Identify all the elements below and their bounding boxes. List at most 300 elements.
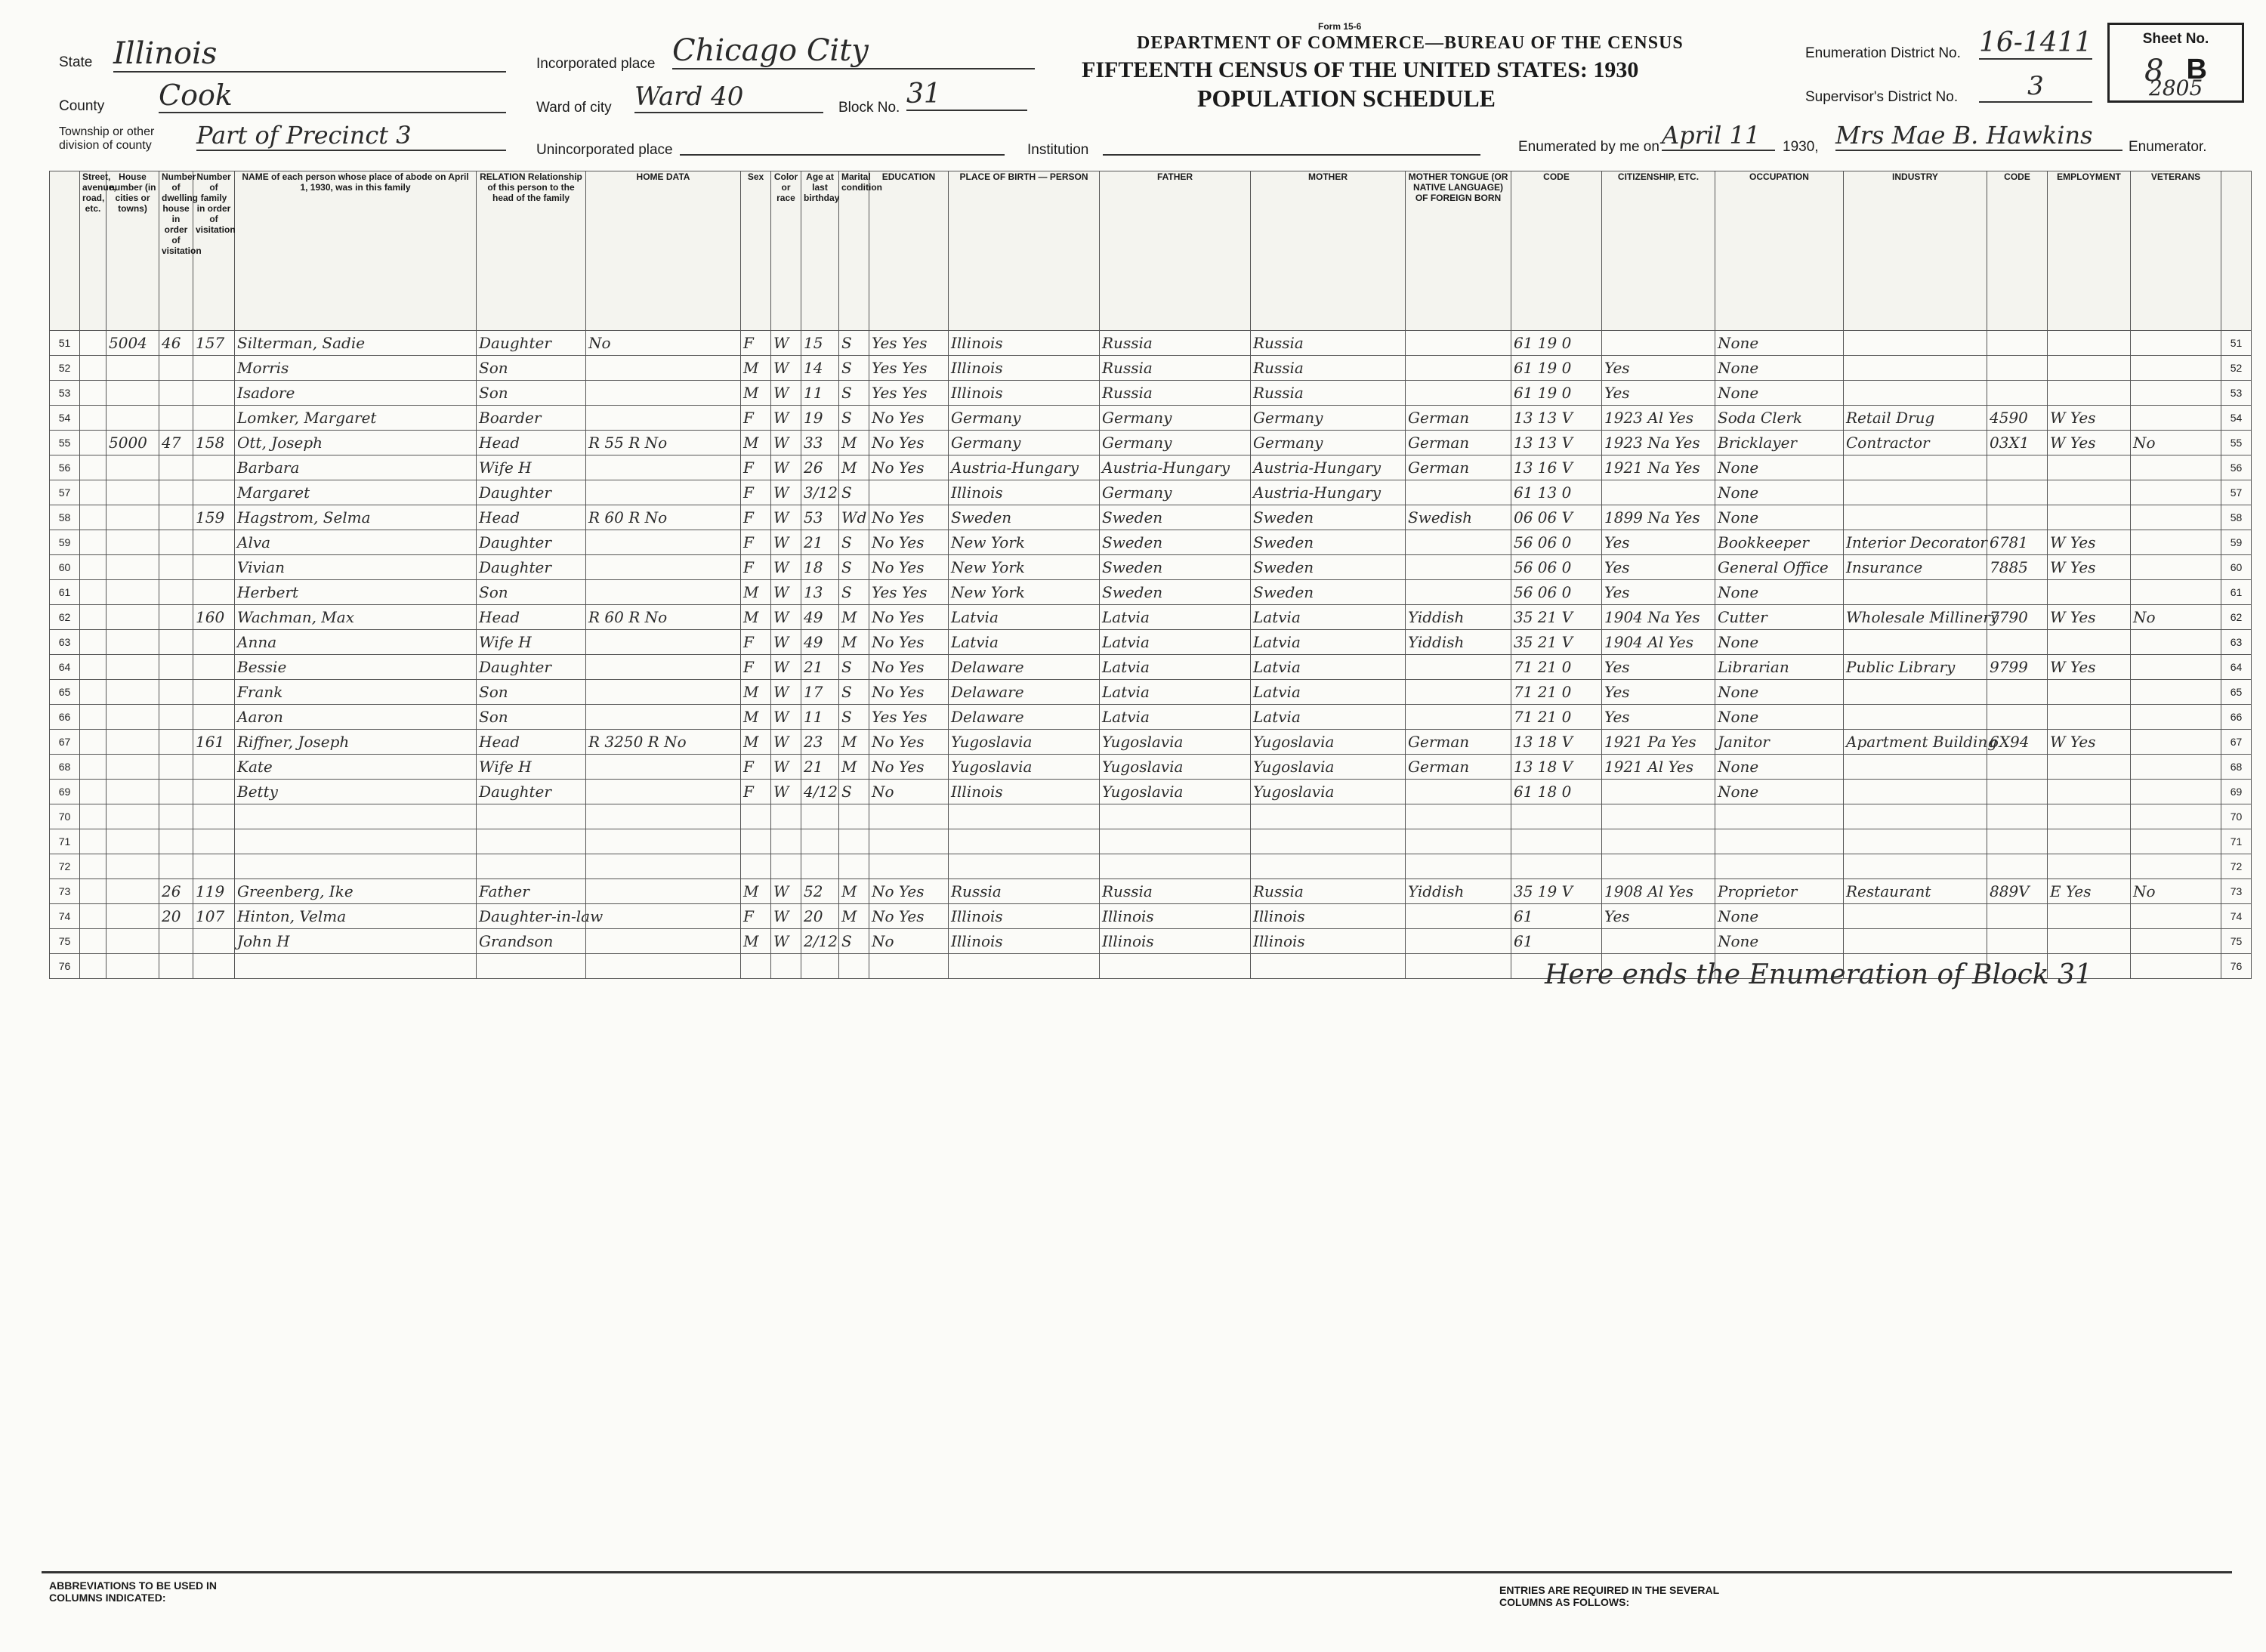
cell-father[interactable]: Sweden [1100, 555, 1251, 580]
cell-employment[interactable] [2048, 755, 2131, 780]
cell-dwelling[interactable] [159, 854, 193, 879]
cell-family[interactable] [193, 804, 235, 829]
cell-relation[interactable]: Daughter [477, 655, 586, 680]
cell-father[interactable]: Illinois [1100, 904, 1251, 929]
cell-tongue[interactable] [1406, 780, 1511, 804]
cell-name[interactable]: Ott, Joseph [235, 431, 477, 455]
cell-occupation[interactable]: None [1715, 780, 1844, 804]
cell-ind-code[interactable] [1987, 829, 2048, 854]
cell-race[interactable]: W [771, 530, 801, 555]
cell-industry[interactable]: Wholesale Millinery [1844, 605, 1987, 630]
cell-industry[interactable] [1844, 755, 1987, 780]
cell-person[interactable]: New York [949, 580, 1100, 605]
cell-family[interactable]: 161 [193, 730, 235, 755]
cell-veterans[interactable] [2131, 655, 2221, 680]
enumerated-date[interactable]: April 11 [1662, 121, 1775, 151]
cell-sex[interactable]: F [741, 655, 771, 680]
cell-citizenship[interactable]: Yes [1602, 904, 1715, 929]
cell-dwelling[interactable] [159, 804, 193, 829]
cell-employment[interactable] [2048, 331, 2131, 356]
cell-veterans[interactable] [2131, 680, 2221, 705]
cell-name[interactable] [235, 804, 477, 829]
cell-name[interactable]: Riffner, Joseph [235, 730, 477, 755]
cell-education[interactable]: No Yes [869, 406, 949, 431]
cell-home[interactable]: R 55 R No [586, 431, 741, 455]
cell-tongue[interactable] [1406, 381, 1511, 406]
cell-education[interactable]: Yes Yes [869, 356, 949, 381]
cell-street[interactable] [80, 854, 107, 879]
cell-home[interactable] [586, 655, 741, 680]
cell-race[interactable]: W [771, 406, 801, 431]
cell-person[interactable] [949, 829, 1100, 854]
cell-home[interactable] [586, 854, 741, 879]
cell-father[interactable]: Yugoslavia [1100, 755, 1251, 780]
unincorporated-field[interactable] [680, 150, 1005, 156]
cell-dwelling[interactable] [159, 954, 193, 979]
cell-mother[interactable]: Russia [1251, 879, 1406, 904]
cell-sex[interactable]: M [741, 680, 771, 705]
cell-father[interactable]: Germany [1100, 480, 1251, 505]
cell-education[interactable]: Yes Yes [869, 331, 949, 356]
cell-marital[interactable]: M [839, 755, 869, 780]
cell-house[interactable] [107, 780, 159, 804]
cell-family[interactable] [193, 480, 235, 505]
cell-dwelling[interactable] [159, 505, 193, 530]
cell-education[interactable] [869, 480, 949, 505]
cell-code[interactable] [1511, 854, 1602, 879]
cell-mother[interactable]: Latvia [1251, 705, 1406, 730]
cell-sex[interactable]: F [741, 331, 771, 356]
cell-tongue[interactable] [1406, 331, 1511, 356]
cell-person[interactable]: Illinois [949, 480, 1100, 505]
cell-sex[interactable]: F [741, 530, 771, 555]
cell-citizenship[interactable]: 1908 Al Yes [1602, 879, 1715, 904]
cell-family[interactable]: 157 [193, 331, 235, 356]
cell-sex[interactable]: M [741, 356, 771, 381]
cell-family[interactable] [193, 705, 235, 730]
cell-street[interactable] [80, 730, 107, 755]
cell-employment[interactable] [2048, 804, 2131, 829]
cell-ind-code[interactable]: 6781 [1987, 530, 2048, 555]
cell-mother[interactable]: Germany [1251, 431, 1406, 455]
cell-race[interactable]: W [771, 755, 801, 780]
cell-relation[interactable]: Father [477, 879, 586, 904]
cell-name[interactable]: Aaron [235, 705, 477, 730]
cell-occupation[interactable]: None [1715, 630, 1844, 655]
cell-street[interactable] [80, 381, 107, 406]
cell-industry[interactable] [1844, 580, 1987, 605]
cell-tongue[interactable]: German [1406, 431, 1511, 455]
sheet-number[interactable]: 8 [2144, 54, 2164, 88]
cell-house[interactable] [107, 530, 159, 555]
cell-occupation[interactable]: None [1715, 331, 1844, 356]
cell-person[interactable]: Illinois [949, 381, 1100, 406]
cell-mother[interactable]: Yugoslavia [1251, 730, 1406, 755]
cell-mother[interactable] [1251, 954, 1406, 979]
cell-education[interactable]: Yes Yes [869, 705, 949, 730]
cell-ind-code[interactable]: 03X1 [1987, 431, 2048, 455]
cell-mother[interactable]: Yugoslavia [1251, 780, 1406, 804]
cell-tongue[interactable] [1406, 530, 1511, 555]
cell-name[interactable]: Alva [235, 530, 477, 555]
cell-name[interactable]: John H [235, 929, 477, 954]
cell-name[interactable]: Barbara [235, 455, 477, 480]
cell-education[interactable]: No Yes [869, 455, 949, 480]
cell-employment[interactable] [2048, 829, 2131, 854]
cell-name[interactable]: Hagstrom, Selma [235, 505, 477, 530]
cell-employment[interactable]: E Yes [2048, 879, 2131, 904]
cell-home[interactable] [586, 381, 741, 406]
cell-code[interactable]: 71 21 0 [1511, 680, 1602, 705]
cell-employment[interactable] [2048, 680, 2131, 705]
cell-person[interactable] [949, 954, 1100, 979]
cell-street[interactable] [80, 530, 107, 555]
cell-dwelling[interactable]: 47 [159, 431, 193, 455]
cell-father[interactable]: Austria-Hungary [1100, 455, 1251, 480]
cell-tongue[interactable]: German [1406, 755, 1511, 780]
cell-family[interactable] [193, 829, 235, 854]
cell-father[interactable]: Illinois [1100, 929, 1251, 954]
cell-relation[interactable]: Head [477, 605, 586, 630]
cell-citizenship[interactable]: Yes [1602, 655, 1715, 680]
cell-age[interactable]: 11 [801, 705, 839, 730]
cell-employment[interactable] [2048, 381, 2131, 406]
cell-name[interactable]: Betty [235, 780, 477, 804]
cell-mother[interactable]: Illinois [1251, 904, 1406, 929]
cell-veterans[interactable] [2131, 804, 2221, 829]
cell-relation[interactable]: Daughter-in-law [477, 904, 586, 929]
cell-tongue[interactable]: German [1406, 406, 1511, 431]
cell-home[interactable] [586, 829, 741, 854]
cell-name[interactable]: Vivian [235, 555, 477, 580]
cell-employment[interactable]: W Yes [2048, 655, 2131, 680]
cell-mother[interactable]: Germany [1251, 406, 1406, 431]
cell-house[interactable] [107, 680, 159, 705]
township-field[interactable]: Part of Precinct 3 [196, 121, 506, 151]
cell-home[interactable]: R 3250 R No [586, 730, 741, 755]
cell-occupation[interactable]: None [1715, 680, 1844, 705]
cell-sex[interactable]: M [741, 580, 771, 605]
cell-education[interactable]: No Yes [869, 680, 949, 705]
cell-family[interactable] [193, 406, 235, 431]
cell-father[interactable] [1100, 804, 1251, 829]
cell-dwelling[interactable] [159, 455, 193, 480]
cell-ind-code[interactable]: 889V [1987, 879, 2048, 904]
cell-marital[interactable]: S [839, 381, 869, 406]
cell-veterans[interactable]: No [2131, 431, 2221, 455]
cell-age[interactable] [801, 804, 839, 829]
cell-veterans[interactable] [2131, 505, 2221, 530]
cell-sex[interactable]: M [741, 705, 771, 730]
cell-relation[interactable]: Daughter [477, 480, 586, 505]
institution-field[interactable] [1103, 150, 1480, 156]
cell-tongue[interactable] [1406, 356, 1511, 381]
cell-race[interactable]: W [771, 655, 801, 680]
cell-dwelling[interactable] [159, 705, 193, 730]
cell-citizenship[interactable]: 1899 Na Yes [1602, 505, 1715, 530]
cell-education[interactable]: No Yes [869, 879, 949, 904]
cell-marital[interactable] [839, 804, 869, 829]
cell-citizenship[interactable] [1602, 804, 1715, 829]
cell-citizenship[interactable] [1602, 780, 1715, 804]
cell-street[interactable] [80, 630, 107, 655]
cell-dwelling[interactable] [159, 580, 193, 605]
cell-marital[interactable]: M [839, 455, 869, 480]
cell-street[interactable] [80, 705, 107, 730]
cell-marital[interactable]: S [839, 356, 869, 381]
supervisor-district-field[interactable]: 3 [1979, 71, 2092, 103]
cell-person[interactable]: New York [949, 530, 1100, 555]
cell-marital[interactable]: S [839, 530, 869, 555]
cell-street[interactable] [80, 331, 107, 356]
cell-code[interactable]: 56 06 0 [1511, 555, 1602, 580]
cell-veterans[interactable]: No [2131, 605, 2221, 630]
cell-veterans[interactable] [2131, 406, 2221, 431]
cell-code[interactable]: 61 19 0 [1511, 381, 1602, 406]
cell-race[interactable] [771, 829, 801, 854]
cell-occupation[interactable]: Soda Clerk [1715, 406, 1844, 431]
cell-house[interactable] [107, 580, 159, 605]
cell-occupation[interactable]: None [1715, 929, 1844, 954]
cell-age[interactable] [801, 829, 839, 854]
cell-employment[interactable]: W Yes [2048, 605, 2131, 630]
cell-marital[interactable] [839, 854, 869, 879]
cell-industry[interactable]: Public Library [1844, 655, 1987, 680]
cell-relation[interactable]: Head [477, 505, 586, 530]
cell-sex[interactable]: F [741, 406, 771, 431]
cell-marital[interactable]: S [839, 929, 869, 954]
cell-education[interactable]: Yes Yes [869, 580, 949, 605]
cell-marital[interactable]: S [839, 480, 869, 505]
cell-dwelling[interactable] [159, 829, 193, 854]
cell-house[interactable] [107, 829, 159, 854]
cell-family[interactable] [193, 356, 235, 381]
cell-veterans[interactable] [2131, 480, 2221, 505]
cell-marital[interactable]: S [839, 705, 869, 730]
cell-industry[interactable]: Apartment Building [1844, 730, 1987, 755]
cell-mother[interactable] [1251, 829, 1406, 854]
cell-occupation[interactable]: None [1715, 580, 1844, 605]
cell-education[interactable]: No Yes [869, 605, 949, 630]
block-field[interactable]: 31 [906, 79, 1027, 111]
cell-family[interactable] [193, 630, 235, 655]
cell-industry[interactable] [1844, 331, 1987, 356]
cell-employment[interactable] [2048, 705, 2131, 730]
cell-citizenship[interactable]: Yes [1602, 580, 1715, 605]
cell-name[interactable] [235, 829, 477, 854]
cell-veterans[interactable] [2131, 580, 2221, 605]
cell-street[interactable] [80, 580, 107, 605]
cell-sex[interactable]: F [741, 505, 771, 530]
cell-industry[interactable] [1844, 705, 1987, 730]
cell-tongue[interactable] [1406, 954, 1511, 979]
cell-age[interactable]: 26 [801, 455, 839, 480]
cell-age[interactable]: 15 [801, 331, 839, 356]
cell-street[interactable] [80, 505, 107, 530]
cell-citizenship[interactable] [1602, 480, 1715, 505]
cell-name[interactable]: Greenberg, Ike [235, 879, 477, 904]
cell-citizenship[interactable]: 1921 Na Yes [1602, 455, 1715, 480]
cell-occupation[interactable]: Bricklayer [1715, 431, 1844, 455]
cell-age[interactable]: 21 [801, 530, 839, 555]
cell-race[interactable] [771, 804, 801, 829]
cell-age[interactable]: 52 [801, 879, 839, 904]
cell-education[interactable] [869, 954, 949, 979]
cell-relation[interactable]: Son [477, 580, 586, 605]
cell-house[interactable] [107, 381, 159, 406]
cell-race[interactable]: W [771, 879, 801, 904]
cell-citizenship[interactable] [1602, 929, 1715, 954]
cell-ind-code[interactable] [1987, 854, 2048, 879]
cell-age[interactable]: 17 [801, 680, 839, 705]
cell-name[interactable]: Margaret [235, 480, 477, 505]
cell-code[interactable]: 56 06 0 [1511, 530, 1602, 555]
cell-age[interactable] [801, 854, 839, 879]
cell-race[interactable]: W [771, 505, 801, 530]
cell-family[interactable] [193, 555, 235, 580]
cell-home[interactable] [586, 954, 741, 979]
cell-dwelling[interactable] [159, 605, 193, 630]
cell-father[interactable] [1100, 954, 1251, 979]
cell-tongue[interactable] [1406, 655, 1511, 680]
cell-dwelling[interactable] [159, 780, 193, 804]
cell-marital[interactable]: S [839, 580, 869, 605]
cell-name[interactable]: Silterman, Sadie [235, 331, 477, 356]
cell-name[interactable]: Lomker, Margaret [235, 406, 477, 431]
cell-marital[interactable]: S [839, 680, 869, 705]
cell-age[interactable]: 3/12 [801, 480, 839, 505]
cell-family[interactable]: 119 [193, 879, 235, 904]
cell-person[interactable]: Austria-Hungary [949, 455, 1100, 480]
cell-dwelling[interactable] [159, 630, 193, 655]
cell-ind-code[interactable] [1987, 381, 2048, 406]
cell-home[interactable] [586, 680, 741, 705]
cell-ind-code[interactable] [1987, 480, 2048, 505]
cell-home[interactable]: R 60 R No [586, 505, 741, 530]
cell-ind-code[interactable] [1987, 904, 2048, 929]
cell-name[interactable]: Kate [235, 755, 477, 780]
cell-race[interactable] [771, 854, 801, 879]
cell-veterans[interactable] [2131, 356, 2221, 381]
cell-age[interactable]: 2/12 [801, 929, 839, 954]
cell-person[interactable]: Latvia [949, 605, 1100, 630]
cell-home[interactable] [586, 755, 741, 780]
cell-veterans[interactable] [2131, 829, 2221, 854]
cell-education[interactable]: No Yes [869, 730, 949, 755]
cell-name[interactable]: Bessie [235, 655, 477, 680]
cell-code[interactable]: 35 21 V [1511, 630, 1602, 655]
cell-education[interactable]: No Yes [869, 505, 949, 530]
cell-dwelling[interactable]: 26 [159, 879, 193, 904]
cell-street[interactable] [80, 555, 107, 580]
cell-sex[interactable] [741, 854, 771, 879]
cell-ind-code[interactable] [1987, 505, 2048, 530]
cell-education[interactable]: No [869, 780, 949, 804]
cell-family[interactable] [193, 455, 235, 480]
cell-ind-code[interactable] [1987, 356, 2048, 381]
enumeration-district-field[interactable]: 16-1411 [1979, 27, 2092, 58]
cell-tongue[interactable] [1406, 555, 1511, 580]
cell-relation[interactable]: Son [477, 705, 586, 730]
cell-house[interactable] [107, 555, 159, 580]
cell-industry[interactable] [1844, 630, 1987, 655]
cell-tongue[interactable]: Yiddish [1406, 605, 1511, 630]
cell-person[interactable]: Delaware [949, 680, 1100, 705]
cell-employment[interactable] [2048, 904, 2131, 929]
cell-citizenship[interactable]: Yes [1602, 381, 1715, 406]
cell-occupation[interactable]: None [1715, 356, 1844, 381]
cell-house[interactable] [107, 879, 159, 904]
cell-industry[interactable] [1844, 804, 1987, 829]
cell-street[interactable] [80, 655, 107, 680]
cell-tongue[interactable] [1406, 804, 1511, 829]
cell-dwelling[interactable] [159, 530, 193, 555]
cell-home[interactable] [586, 580, 741, 605]
cell-age[interactable]: 49 [801, 605, 839, 630]
cell-street[interactable] [80, 929, 107, 954]
cell-father[interactable]: Latvia [1100, 680, 1251, 705]
cell-family[interactable] [193, 580, 235, 605]
cell-race[interactable]: W [771, 580, 801, 605]
cell-street[interactable] [80, 455, 107, 480]
cell-occupation[interactable]: None [1715, 381, 1844, 406]
cell-citizenship[interactable]: Yes [1602, 680, 1715, 705]
cell-occupation[interactable] [1715, 804, 1844, 829]
cell-dwelling[interactable] [159, 555, 193, 580]
cell-tongue[interactable]: Swedish [1406, 505, 1511, 530]
cell-marital[interactable]: S [839, 655, 869, 680]
cell-citizenship[interactable]: 1921 Pa Yes [1602, 730, 1715, 755]
cell-relation[interactable]: Head [477, 730, 586, 755]
cell-dwelling[interactable] [159, 730, 193, 755]
cell-veterans[interactable] [2131, 780, 2221, 804]
cell-veterans[interactable] [2131, 705, 2221, 730]
cell-father[interactable] [1100, 854, 1251, 879]
cell-father[interactable]: Latvia [1100, 630, 1251, 655]
cell-age[interactable]: 19 [801, 406, 839, 431]
cell-house[interactable] [107, 705, 159, 730]
cell-father[interactable]: Latvia [1100, 605, 1251, 630]
cell-education[interactable]: No Yes [869, 431, 949, 455]
cell-sex[interactable]: F [741, 780, 771, 804]
cell-dwelling[interactable]: 20 [159, 904, 193, 929]
cell-mother[interactable] [1251, 804, 1406, 829]
cell-occupation[interactable]: Librarian [1715, 655, 1844, 680]
cell-person[interactable]: Yugoslavia [949, 755, 1100, 780]
cell-person[interactable]: Illinois [949, 929, 1100, 954]
cell-ind-code[interactable]: 7885 [1987, 555, 2048, 580]
cell-education[interactable] [869, 854, 949, 879]
cell-street[interactable] [80, 431, 107, 455]
cell-tongue[interactable] [1406, 705, 1511, 730]
cell-mother[interactable]: Latvia [1251, 630, 1406, 655]
cell-home[interactable] [586, 780, 741, 804]
cell-name[interactable] [235, 854, 477, 879]
cell-ind-code[interactable]: 9799 [1987, 655, 2048, 680]
cell-sex[interactable]: M [741, 381, 771, 406]
cell-code[interactable]: 61 19 0 [1511, 356, 1602, 381]
cell-code[interactable]: 61 [1511, 904, 1602, 929]
county-field[interactable]: Cook [159, 79, 506, 113]
cell-code[interactable]: 61 [1511, 929, 1602, 954]
cell-education[interactable]: No Yes [869, 655, 949, 680]
cell-code[interactable]: 13 18 V [1511, 755, 1602, 780]
cell-occupation[interactable]: None [1715, 705, 1844, 730]
cell-ind-code[interactable]: 6X94 [1987, 730, 2048, 755]
cell-occupation[interactable]: None [1715, 904, 1844, 929]
cell-industry[interactable] [1844, 381, 1987, 406]
cell-sex[interactable]: F [741, 555, 771, 580]
